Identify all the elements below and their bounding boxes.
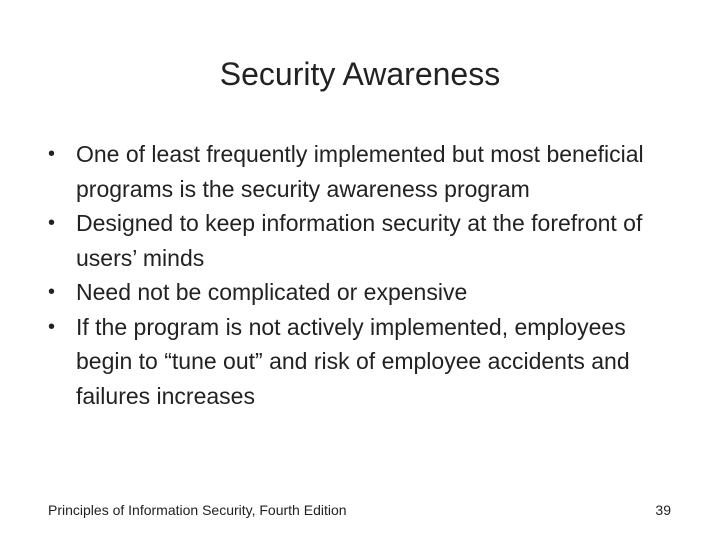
bullet-list <box>48 137 688 413</box>
bullet-text: Designed to keep information security at the forefront of users’ minds <box>76 210 643 271</box>
bullet-dot-icon: • <box>48 143 56 165</box>
bullet-text: Need not be complicated or expensive <box>76 279 468 305</box>
bullet-text: If the program is not actively implemented, employees begin to “tune out” and risk of employee accidents and failures increases <box>76 313 630 409</box>
bullet-text: One of least frequently implemented but most beneficial programs is the security awareness program <box>76 141 644 202</box>
bullet-item <box>48 137 688 206</box>
bullet-dot-icon: • <box>48 281 56 303</box>
page-number: 39 <box>655 502 671 518</box>
bullet-dot-icon: • <box>48 212 56 234</box>
bullet-item <box>48 275 688 310</box>
slide-title: Security Awareness <box>219 56 501 92</box>
bullet-item <box>48 206 688 275</box>
footer-source: Principles of Information Security, Fourth Edition <box>48 502 347 518</box>
bullet-item <box>48 310 688 414</box>
bullet-dot-icon: • <box>48 315 56 338</box>
